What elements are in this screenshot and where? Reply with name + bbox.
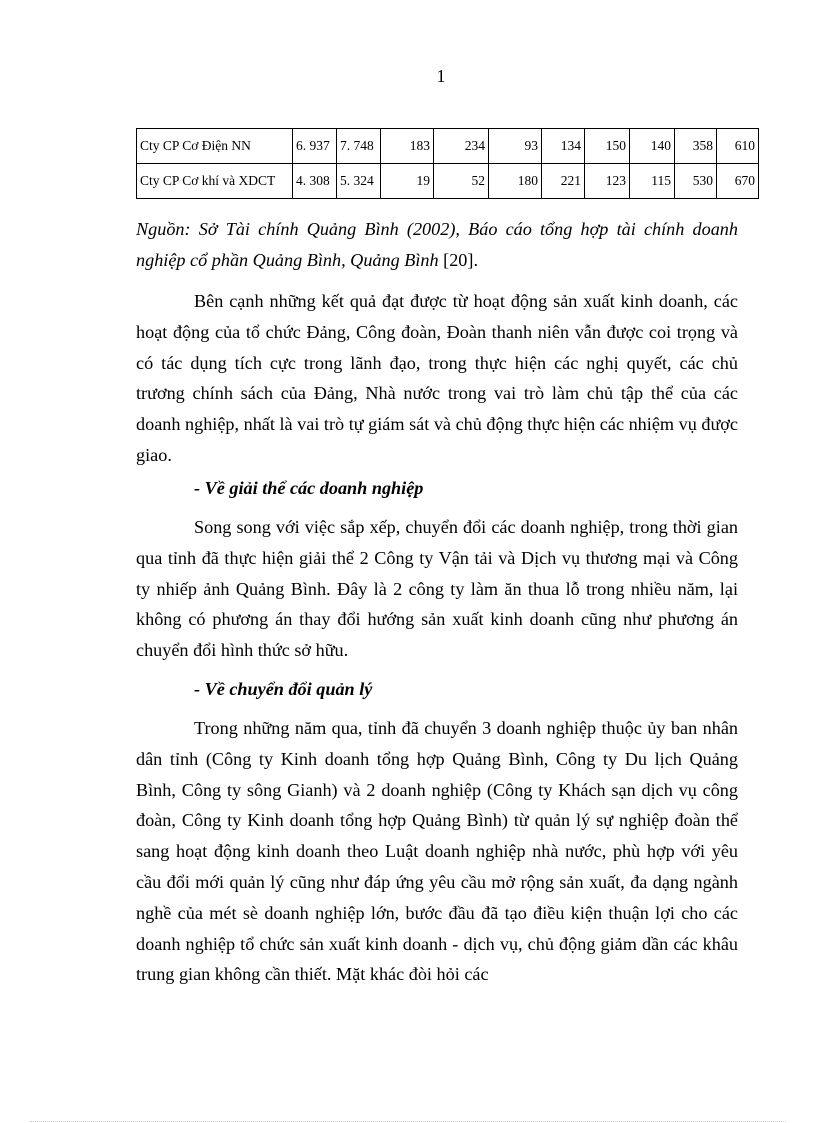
table-cell: 183	[381, 129, 434, 164]
page-number: 1	[436, 66, 446, 86]
financial-table	[136, 128, 759, 199]
body-paragraph: Bên cạnh những kết quả đạt được từ hoạt động sản xuất kinh doanh, các hoạt động của tổ chức Đảng, Công đoàn, Đoàn thanh niên vẫn được coi trọng và có tác dụng tích cực trong lãnh đạo, trong thực hiện các nghị quyết, các chủ trương chính sách của Đảng, Nhà nước trong vai trò làm chủ tập thể của các doanh nghiệp, nhất là vai trò tự giám sát và chủ động thực hiện các nhiệm vụ được giao.	[136, 291, 738, 465]
table-cell: 93	[489, 129, 542, 164]
table-cell: 115	[630, 164, 675, 199]
table-cell: 4. 308	[293, 164, 337, 199]
table-cell-company: Cty CP Cơ Điện NN	[137, 129, 293, 164]
body-paragraph: Trong những năm qua, tỉnh đã chuyển 3 doanh nghiệp thuộc ủy ban nhân dân tỉnh (Công ty Kinh doanh tổng hợp Quảng Bình, Công ty Du lịch Quảng Bình, Công ty sông Gianh) và 2 doanh nghiệp (Công ty Khách sạn dịch vụ công đoàn, Công ty Kinh doanh tổng hợp Quảng Bình) từ quản lý sự nghiệp đoàn thể sang hoạt động kinh doanh theo Luật doanh nghiệp nhà nước, phù hợp với yêu cầu đổi mới quản lý cũng như đáp ứng yêu cầu mở rộng sản xuất, đa dạng ngành nghề của mét sè doanh nghiệp lớn, bước đầu đã tạo điều kiện thuận lợi cho các doanh nghiệp tổ chức sản xuất kinh doanh - dịch vụ, chủ động giảm dần các khâu trung gian không cần thiết. Mặt khác đòi hỏi các	[136, 718, 738, 985]
body-section-2	[136, 512, 738, 666]
table-cell-company: Cty CP Cơ khí và XDCT	[137, 164, 293, 199]
table-source-note	[136, 214, 738, 276]
table-cell: 610	[717, 129, 759, 164]
table-cell: 6. 937	[293, 129, 337, 164]
page-bottom-border	[30, 1121, 786, 1122]
table-cell: 150	[585, 129, 630, 164]
body-section-1	[136, 286, 738, 471]
source-reference: [20].	[443, 249, 478, 270]
table-cell: 7. 748	[337, 129, 381, 164]
table-cell: 19	[381, 164, 434, 199]
table-row	[137, 164, 759, 199]
table-cell: 234	[434, 129, 489, 164]
table-cell: 140	[630, 129, 675, 164]
section-heading-dissolution: - Về giải thể các doanh nghiệp	[194, 478, 424, 498]
table-cell: 180	[489, 164, 542, 199]
table-cell: 670	[717, 164, 759, 199]
table-cell: 530	[675, 164, 717, 199]
table-cell: 52	[434, 164, 489, 199]
source-text: Nguồn: Sở Tài chính Quảng Bình (2002), Báo cáo tổng hợp tài chính doanh nghiệp cổ phần Quảng Bình, Quảng Bình	[136, 219, 738, 270]
section-heading-management-transfer: - Về chuyển đổi quản lý	[194, 679, 373, 699]
table-cell: 358	[675, 129, 717, 164]
table-cell: 5. 324	[337, 164, 381, 199]
table-cell: 221	[542, 164, 585, 199]
body-paragraph: Song song với việc sắp xếp, chuyển đổi các doanh nghiệp, trong thời gian qua tỉnh đã thực hiện giải thể 2 Công ty Vận tải và Dịch vụ thương mại và Công ty nhiếp ảnh Quảng Bình. Đây là 2 công ty làm ăn thua lỗ trong nhiều năm, lại không có phương án thay đổi hướng sản xuất kinh doanh cũng như phương án chuyển đổi hình thức sở hữu.	[136, 517, 738, 661]
table-cell: 123	[585, 164, 630, 199]
body-section-3	[136, 713, 738, 990]
table-row	[137, 129, 759, 164]
table-cell: 134	[542, 129, 585, 164]
